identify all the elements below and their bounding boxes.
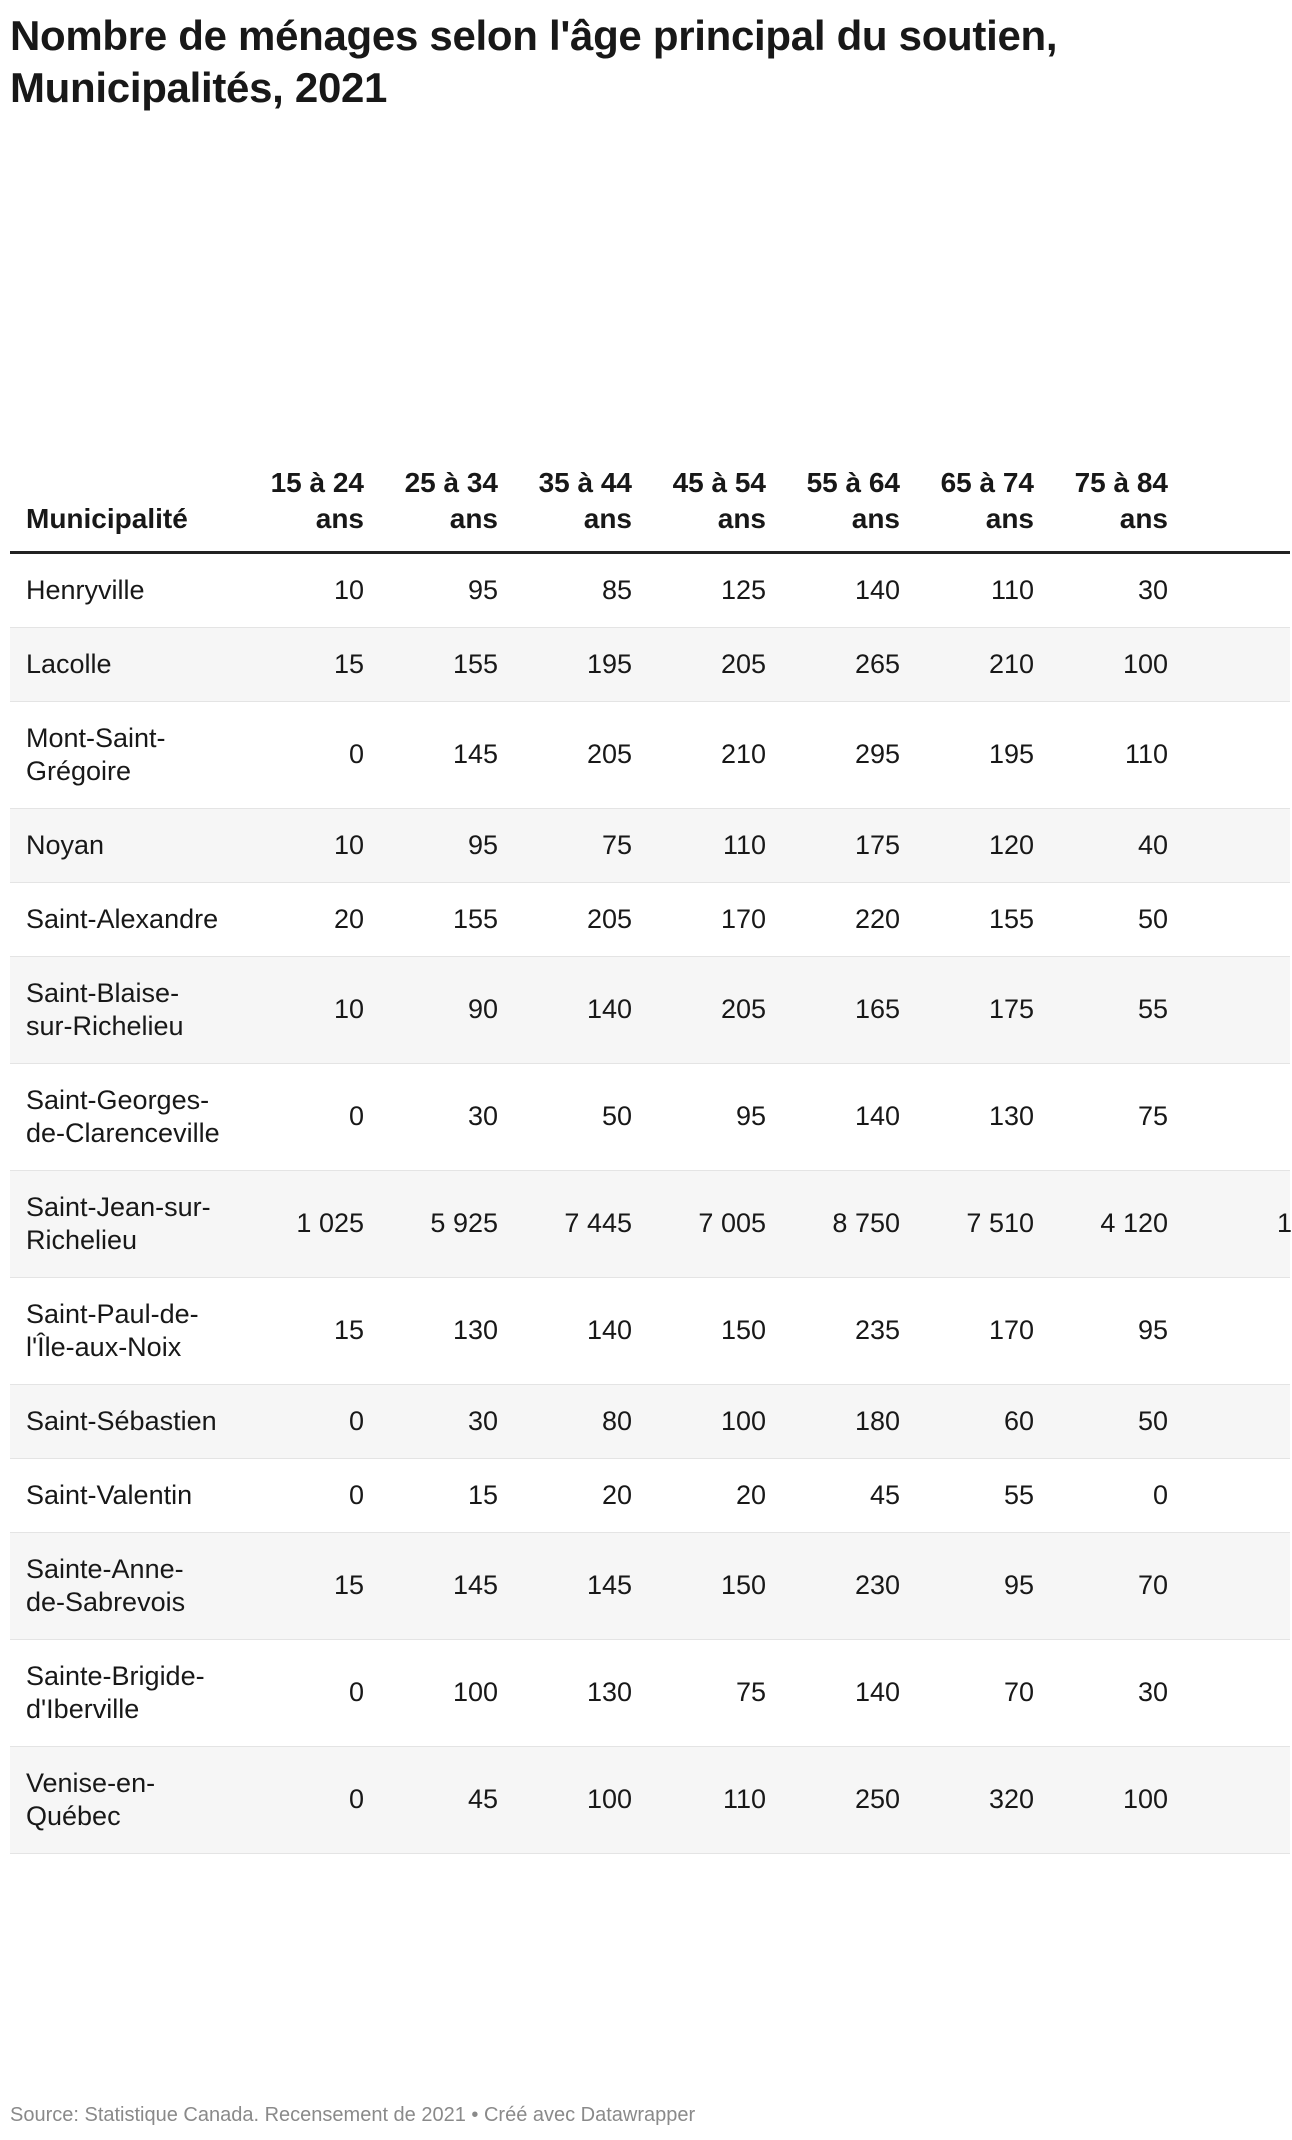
cell-value-text: 95: [1137, 1315, 1168, 1345]
municipality-name: Saint-Alexandre: [10, 882, 230, 956]
cell-value-text: 95: [1003, 1570, 1034, 1600]
table-cell-value: [766, 956, 900, 1063]
column-header-8[interactable]: [1168, 440, 1290, 552]
table-cell-value: [498, 1277, 632, 1384]
column-header-label: 65 à 74 ans: [940, 466, 1034, 534]
cell-value-text: 150: [720, 1315, 766, 1345]
table-cell-value: [1168, 1639, 1290, 1746]
table-cell-value: [1034, 808, 1168, 882]
table-cell-value: [1034, 1277, 1168, 1384]
table-cell-value: [632, 1458, 766, 1532]
table-cell-value: [1168, 1170, 1290, 1277]
table-cell-value: [632, 1063, 766, 1170]
column-header-2[interactable]: [364, 440, 498, 552]
table-cell-value: [230, 808, 364, 882]
column-header-label: 35 à 44 ans: [538, 466, 632, 534]
table-cell-value: [364, 1277, 498, 1384]
column-header-label: 75 à 84 ans: [1074, 466, 1168, 534]
table-cell-value: [1168, 701, 1290, 808]
cell-value-text: 10: [333, 574, 364, 605]
table-cell-value: [900, 552, 1034, 627]
table-cell-value: [498, 701, 632, 808]
cell-value-text: 7 005: [698, 1208, 766, 1238]
table-row: [10, 1277, 1290, 1384]
cell-value-text: 110: [722, 1784, 766, 1814]
municipality-name: Mont-Saint-Grégoire: [10, 701, 230, 808]
table-cell-value: [900, 1384, 1034, 1458]
cell-value-text: 100: [720, 1405, 766, 1436]
cell-value-text: 110: [990, 574, 1034, 605]
cell-value-text: 8 750: [832, 1208, 900, 1238]
table-cell-value: [364, 1746, 498, 1853]
table-cell-value: [230, 1384, 364, 1458]
cell-value-text: 95: [467, 829, 498, 860]
data-table-container[interactable]: [10, 440, 1292, 1854]
municipality-name: Sainte-Anne-de-Sabrevois: [10, 1532, 230, 1639]
table-cell-value: [498, 1384, 632, 1458]
cell-value-text: 85: [601, 574, 632, 605]
cell-value-text: 145: [586, 1570, 632, 1600]
table-cell-value: [230, 1532, 364, 1639]
table-header-row: [10, 440, 1290, 552]
table-cell-value: [766, 1458, 900, 1532]
table-cell-value: [498, 627, 632, 701]
cell-value-text: 30: [1137, 574, 1168, 605]
table-row: [10, 1458, 1290, 1532]
cell-value-text: 130: [452, 1315, 498, 1345]
cell-value-text: 110: [722, 829, 766, 860]
cell-value-text: 0: [348, 1101, 364, 1131]
cell-value-text: 95: [467, 574, 498, 605]
table-row: [10, 552, 1290, 627]
municipality-name: Saint-Paul-de-l'Île-aux-Noix: [10, 1277, 230, 1384]
table-cell-value: [230, 882, 364, 956]
table-cell-value: [900, 1277, 1034, 1384]
table-cell-value: [230, 552, 364, 627]
table-cell-value: [900, 1639, 1034, 1746]
table-cell-value: [364, 1384, 498, 1458]
cell-value-text: 180: [854, 1405, 900, 1436]
table-cell-value: [766, 1277, 900, 1384]
table-row: [10, 627, 1290, 701]
cell-value-text: 50: [1137, 1405, 1168, 1436]
table-cell-value: [766, 1170, 900, 1277]
cell-value-text: 45: [869, 1479, 900, 1510]
table-cell-value: [766, 808, 900, 882]
table-cell-value: [632, 956, 766, 1063]
cell-value-text: 175: [988, 994, 1034, 1024]
cell-value-text: 120: [988, 829, 1034, 860]
table-cell-value: [632, 627, 766, 701]
table-cell-value: [900, 701, 1034, 808]
cell-value-text: 30: [467, 1101, 498, 1131]
table-cell-value: [1034, 1746, 1168, 1853]
table-cell-value: [498, 956, 632, 1063]
table-cell-value: [766, 627, 900, 701]
column-header-label: 45 à 54 ans: [672, 466, 766, 534]
cell-value-text: 110: [1124, 739, 1168, 769]
municipality-name: Noyan: [10, 808, 230, 882]
cell-value-text: 0: [348, 1677, 364, 1707]
table-cell-value: [498, 1639, 632, 1746]
table-cell-value: [1034, 627, 1168, 701]
column-header-7[interactable]: [1034, 440, 1168, 552]
cell-value-text: 155: [988, 903, 1034, 934]
cell-value-text: 70: [1003, 1677, 1034, 1707]
table-row: [10, 1532, 1290, 1639]
table-cell-value: [364, 701, 498, 808]
cell-value-text: 0: [348, 1405, 364, 1436]
municipality-name: Saint-Blaise-sur-Richelieu: [10, 956, 230, 1063]
cell-value-text: 205: [720, 994, 766, 1024]
cell-value-text: 170: [988, 1315, 1034, 1345]
table-cell-value: [900, 808, 1034, 882]
table-row: [10, 1746, 1290, 1853]
table-cell-value: [632, 552, 766, 627]
cell-value-text: 140: [586, 994, 632, 1024]
table-cell-value: [364, 1532, 498, 1639]
cell-value-text: 250: [854, 1784, 900, 1814]
table-row: [10, 1063, 1290, 1170]
cell-value-text: 60: [1003, 1405, 1034, 1436]
table-cell-value: [766, 882, 900, 956]
cell-value-text: 220: [854, 903, 900, 934]
table-cell-value: [498, 1746, 632, 1853]
column-header-label: 25 à 34 ans: [404, 466, 498, 534]
table-cell-value: [1034, 552, 1168, 627]
table-row: [10, 1384, 1290, 1458]
cell-value-text: 75: [601, 829, 632, 860]
table-cell-value: [230, 627, 364, 701]
cell-value-text: 155: [452, 648, 498, 679]
table-cell-value: [900, 882, 1034, 956]
table-cell-value: [498, 552, 632, 627]
source-note: Source: Statistique Canada. Recensement de 2021 • Créé avec Datawrapper: [10, 2104, 696, 2126]
table-cell-value: [766, 1532, 900, 1639]
municipality-name: Saint-Georges-de-Clarenceville: [10, 1063, 230, 1170]
table-cell-value: [1168, 1458, 1290, 1532]
table-cell-value: [632, 1277, 766, 1384]
cell-value-text: 15: [333, 648, 364, 679]
table-cell-value: [498, 882, 632, 956]
table-cell-value: [230, 1063, 364, 1170]
cell-value-text: 140: [854, 574, 900, 605]
cell-value-text: 20: [601, 1479, 632, 1510]
cell-value-text: 40: [1137, 829, 1168, 860]
table-cell-value: [1168, 882, 1290, 956]
table-cell-value: [1168, 1063, 1290, 1170]
cell-value-text: 20: [735, 1479, 766, 1510]
cell-value-text: 230: [854, 1570, 900, 1600]
table-cell-value: [1034, 882, 1168, 956]
cell-value-text: 100: [1122, 648, 1168, 679]
column-header-6[interactable]: [900, 440, 1034, 552]
table-cell-value: [1168, 627, 1290, 701]
table-cell-value: [1168, 1384, 1290, 1458]
table-cell-value: [632, 701, 766, 808]
municipality-name: Saint-Jean-sur-Richelieu: [10, 1170, 230, 1277]
cell-value-text: 4 120: [1100, 1208, 1168, 1238]
table-cell-value: [364, 1063, 498, 1170]
cell-value-text: 235: [854, 1315, 900, 1345]
municipality-name: Sainte-Brigide-d'Iberville: [10, 1639, 230, 1746]
cell-value-text: 30: [467, 1405, 498, 1436]
table-cell-value: [230, 701, 364, 808]
data-table: [10, 440, 1290, 1854]
table-cell-value: [632, 882, 766, 956]
cell-value-text: 0: [348, 739, 364, 769]
table-cell-value: [230, 956, 364, 1063]
table-cell-value: [900, 1063, 1034, 1170]
cell-value-text: 265: [854, 648, 900, 679]
municipality-name: Lacolle: [10, 627, 230, 701]
column-header-1[interactable]: [230, 440, 364, 552]
cell-value-text: 100: [1122, 1784, 1168, 1814]
cell-value-text: 125: [720, 574, 766, 605]
cell-value-text: 205: [720, 648, 766, 679]
column-header-4[interactable]: [632, 440, 766, 552]
municipality-name: Henryville: [10, 552, 230, 627]
table-cell-value: [230, 1639, 364, 1746]
table-cell-value: [498, 1458, 632, 1532]
table-cell-value: [1034, 1532, 1168, 1639]
table-row: [10, 1170, 1290, 1277]
column-header-label: 15 à 24 ans: [270, 466, 364, 534]
cell-value-text: 140: [854, 1101, 900, 1131]
table-cell-value: [900, 1170, 1034, 1277]
cell-value-text: 165: [854, 994, 900, 1024]
column-header-municipalite[interactable]: Municipalité: [10, 440, 230, 552]
table-cell-value: [632, 1532, 766, 1639]
table-cell-value: [498, 1170, 632, 1277]
cell-value-text: 100: [586, 1784, 632, 1814]
table-cell-value: [498, 1063, 632, 1170]
cell-value-text: 1 025: [296, 1208, 364, 1238]
cell-value-text: 210: [988, 648, 1034, 679]
cell-value-text: 90: [467, 994, 498, 1024]
table-cell-value: [766, 1746, 900, 1853]
cell-value-text: 1: [1276, 1208, 1292, 1238]
cell-value-text: 10: [333, 829, 364, 860]
municipality-name: Saint-Valentin: [10, 1458, 230, 1532]
table-row: [10, 1639, 1290, 1746]
table-cell-value: [766, 701, 900, 808]
cell-value-text: 55: [1003, 1479, 1034, 1510]
cell-value-text: 7 445: [564, 1208, 632, 1238]
cell-value-text: 150: [720, 1570, 766, 1600]
table-cell-value: [632, 808, 766, 882]
table-cell-value: [766, 1063, 900, 1170]
cell-value-text: 100: [452, 1677, 498, 1707]
cell-value-text: 170: [720, 903, 766, 934]
table-cell-value: [364, 627, 498, 701]
cell-value-text: 0: [348, 1479, 364, 1510]
cell-value-text: 50: [601, 1101, 632, 1131]
table-cell-value: [632, 1746, 766, 1853]
table-cell-value: [1034, 1063, 1168, 1170]
table-cell-value: [230, 1458, 364, 1532]
table-cell-value: [900, 1458, 1034, 1532]
cell-value-text: 195: [586, 648, 632, 679]
cell-value-text: 155: [452, 903, 498, 934]
table-body: [10, 552, 1290, 1853]
table-cell-value: [1034, 1384, 1168, 1458]
cell-value-text: 45: [467, 1784, 498, 1814]
cell-value-text: 140: [854, 1677, 900, 1707]
cell-value-text: 145: [452, 739, 498, 769]
cell-value-text: 0: [1152, 1479, 1168, 1510]
table-cell-value: [230, 1277, 364, 1384]
cell-value-text: 130: [586, 1677, 632, 1707]
column-header-label: 55 à 64 ans: [806, 466, 900, 534]
cell-value-text: 130: [988, 1101, 1034, 1131]
table-cell-value: [632, 1170, 766, 1277]
column-header-3[interactable]: [498, 440, 632, 552]
table-cell-value: [498, 1532, 632, 1639]
table-cell-value: [632, 1639, 766, 1746]
table-cell-value: [900, 956, 1034, 1063]
table-cell-value: [1168, 1746, 1290, 1853]
table-cell-value: [1034, 1458, 1168, 1532]
table-cell-value: [1168, 552, 1290, 627]
cell-value-text: 0: [348, 1784, 364, 1814]
cell-value-text: 205: [586, 903, 632, 934]
cell-value-text: 55: [1137, 994, 1168, 1024]
cell-value-text: 15: [333, 1570, 364, 1600]
cell-value-text: 175: [854, 829, 900, 860]
table-cell-value: [1034, 1170, 1168, 1277]
cell-value-text: 70: [1137, 1570, 1168, 1600]
table-cell-value: [364, 882, 498, 956]
table-cell-value: [364, 956, 498, 1063]
cell-value-text: 295: [854, 739, 900, 769]
table-cell-value: [1168, 1532, 1290, 1639]
cell-value-text: 80: [601, 1405, 632, 1436]
table-cell-value: [900, 1532, 1034, 1639]
table-cell-value: [230, 1170, 364, 1277]
table-row: [10, 882, 1290, 956]
table-cell-value: [498, 808, 632, 882]
table-row: [10, 956, 1290, 1063]
table-cell-value: [1034, 1639, 1168, 1746]
table-cell-value: [1168, 808, 1290, 882]
column-header-5[interactable]: [766, 440, 900, 552]
cell-value-text: 75: [735, 1677, 766, 1707]
table-cell-value: [1034, 956, 1168, 1063]
chart-title: Nombre de ménages selon l'âge principal du soutien, Municipalités, 2021: [10, 12, 1058, 111]
table-cell-value: [364, 1170, 498, 1277]
cell-value-text: 5 925: [430, 1208, 498, 1238]
cell-value-text: 195: [988, 739, 1034, 769]
table-row: [10, 808, 1290, 882]
table-cell-value: [900, 1746, 1034, 1853]
municipality-name: Venise-en-Québec: [10, 1746, 230, 1853]
cell-value-text: 50: [1137, 903, 1168, 934]
table-cell-value: [230, 1746, 364, 1853]
cell-value-text: 320: [988, 1784, 1034, 1814]
table-cell-value: [766, 552, 900, 627]
cell-value-text: 75: [1137, 1101, 1168, 1131]
cell-value-text: 140: [586, 1315, 632, 1345]
cell-value-text: 20: [333, 903, 364, 934]
table-cell-value: [364, 552, 498, 627]
cell-value-text: 145: [452, 1570, 498, 1600]
table-cell-value: [1168, 956, 1290, 1063]
table-cell-value: [364, 1639, 498, 1746]
cell-value-text: 30: [1137, 1677, 1168, 1707]
cell-value-text: 10: [333, 994, 364, 1024]
table-row: [10, 701, 1290, 808]
table-cell-value: [900, 627, 1034, 701]
table-cell-value: [1034, 701, 1168, 808]
table-cell-value: [1168, 1277, 1290, 1384]
cell-value-text: 205: [586, 739, 632, 769]
table-cell-value: [364, 808, 498, 882]
cell-value-text: 15: [467, 1479, 498, 1510]
table-cell-value: [766, 1384, 900, 1458]
cell-value-text: 15: [333, 1315, 364, 1345]
municipality-name: Saint-Sébastien: [10, 1384, 230, 1458]
table-cell-value: [632, 1384, 766, 1458]
table-cell-value: [766, 1639, 900, 1746]
cell-value-text: 7 510: [966, 1208, 1034, 1238]
cell-value-text: 210: [720, 739, 766, 769]
table-cell-value: [364, 1458, 498, 1532]
cell-value-text: 95: [735, 1101, 766, 1131]
